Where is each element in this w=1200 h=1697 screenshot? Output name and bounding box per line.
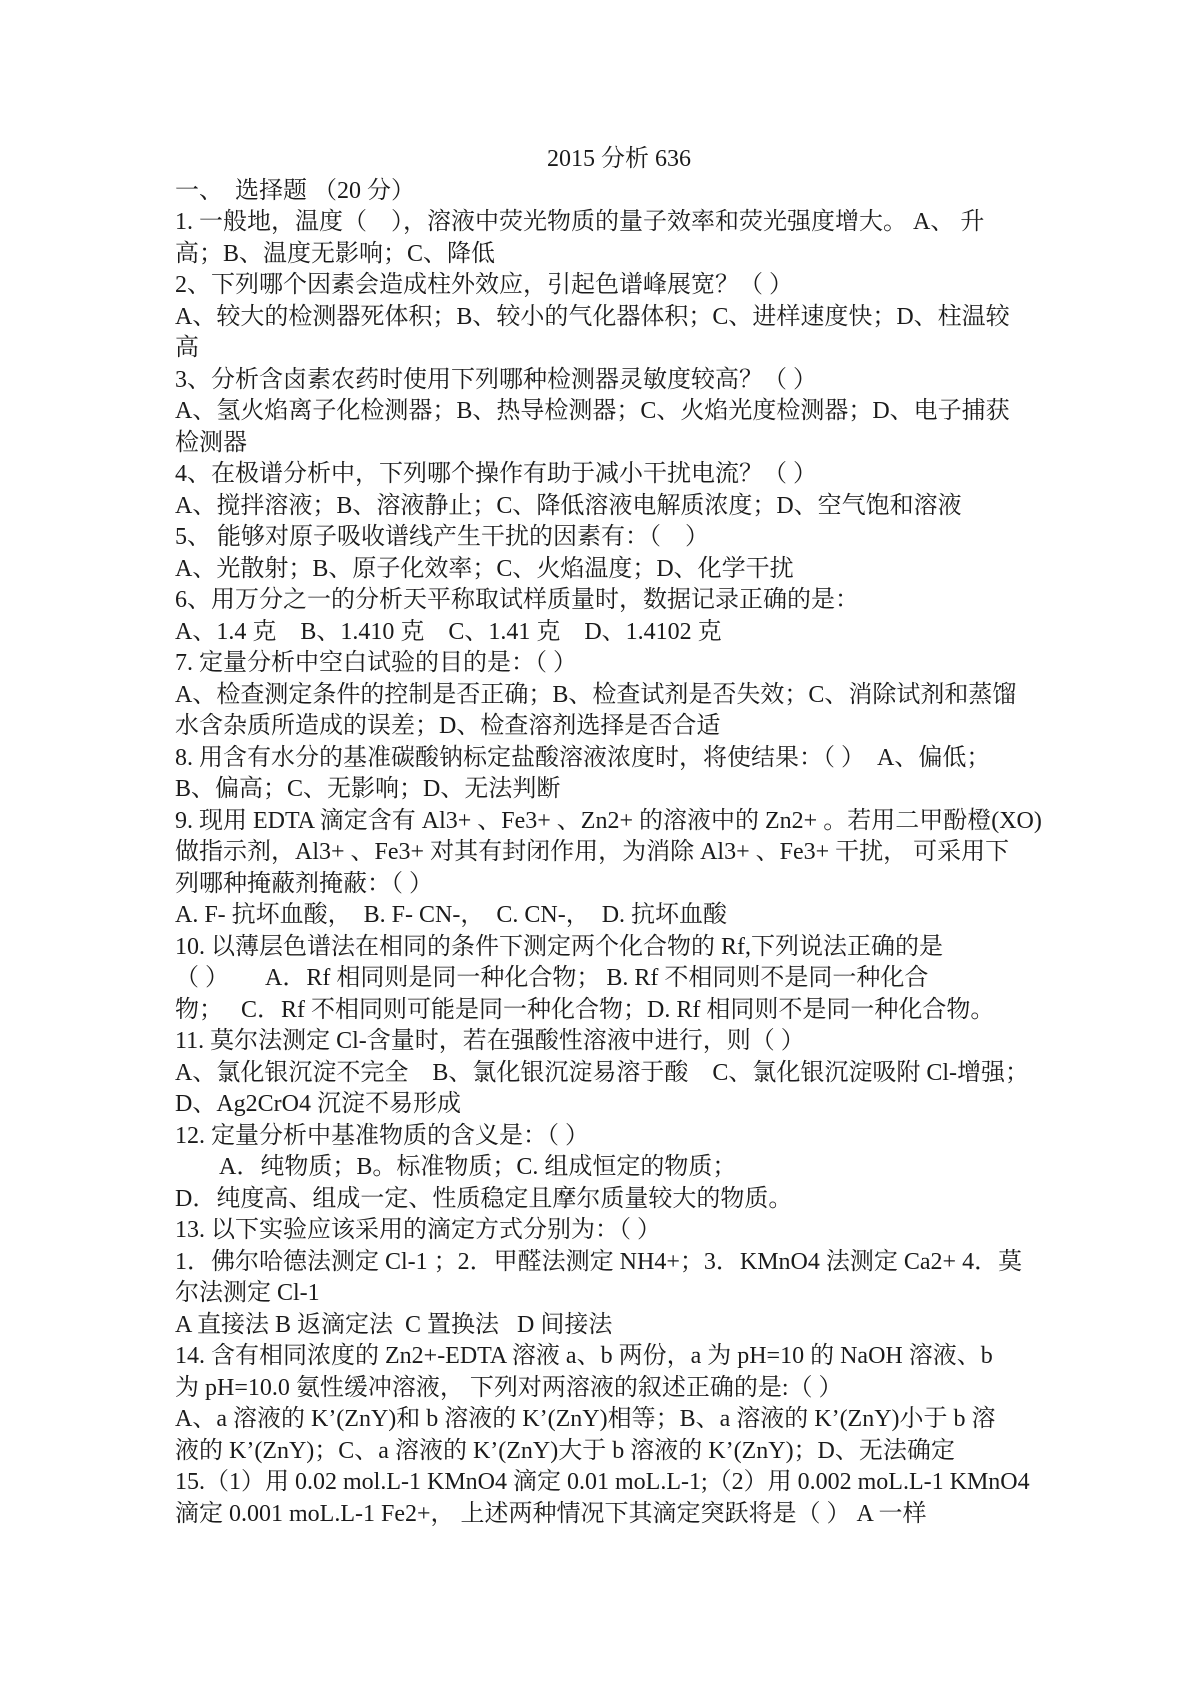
text-line: A．纯物质；B。标准物质；C. 组成恒定的物质； xyxy=(219,1154,737,1180)
text-line: 列哪种掩蔽剂掩蔽：（ ） xyxy=(175,870,433,897)
text-line: A、检查测定条件的控制是否正确；B、检查试剂是否失效；C、消除试剂和蒸馏 xyxy=(175,681,1017,708)
text-line: A 直接法 B 返滴定法 C 置换法 D 间接法 xyxy=(175,1311,613,1338)
text-line: D、Ag2CrO4 沉淀不易形成 xyxy=(175,1091,461,1117)
text-line: 滴定 0.001 moL.L-1 Fe2+， 上述两种情况下其滴定突跃将是（ ） A 一样 xyxy=(175,1500,927,1527)
text-line: 8. 用含有水分的基准碳酸钠标定盐酸溶液浓度时，将使结果：（ ） A、偏低； xyxy=(175,744,991,771)
text-line: 4、在极谱分析中，下列哪个操作有助于减小干扰电流？（ ） xyxy=(175,461,817,487)
document-content xyxy=(175,144,1063,1530)
text-line: 13. 以下实验应该采用的滴定方式分别为：（ ） xyxy=(175,1217,661,1243)
text-line: 高；B、温度无影响；C、降低 xyxy=(175,240,496,267)
document-title: 2015 分析 636 xyxy=(547,146,691,172)
text-line: 7. 定量分析中空白试验的目的是：（ ） xyxy=(175,650,577,676)
text-line: 6、用万分之一的分析天平称取试样质量时，数据记录正确的是： xyxy=(175,587,859,613)
text-line: A、氯化银沉淀不完全 B、氯化银沉淀易溶于酸 C、氯化银沉淀吸附 Cl-增强； xyxy=(175,1059,1030,1086)
text-line: A、a 溶液的 K’(ZnY)和 b 溶液的 K’(ZnY)相等；B、a 溶液的 K’(ZnY)小于 b 溶 xyxy=(175,1406,996,1432)
text-line: B、偏高；C、无影响；D、无法判断 xyxy=(175,776,561,802)
text-line: 检测器 xyxy=(175,429,247,456)
text-line: 11. 莫尔法测定 Cl-含量时，若在强酸性溶液中进行，则（ ） xyxy=(175,1028,805,1054)
text-line: 5、 能够对原子吸收谱线产生干扰的因素有：（ ） xyxy=(175,524,709,550)
text-line: A、1.4 克 B、1.410 克 C、1.41 克 D、1.4102 克 xyxy=(175,618,722,645)
text-line: 15.（1）用 0.02 mol.L-1 KMnO4 滴定 0.01 moL.L-1;（2）用 0.002 moL.L-1 KMnO4 xyxy=(175,1469,1030,1495)
text-line: 1. 一般地，温度（ ），溶液中荧光物质的量子效率和荧光强度增大。 A、 升 xyxy=(175,209,985,235)
text-line: 12. 定量分析中基准物质的含义是：（ ） xyxy=(175,1122,589,1149)
text-line: 2、下列哪个因素会造成柱外效应，引起色谱峰展宽？（ ） xyxy=(175,272,793,298)
text-line: A、光散射；B、原子化效率；C、火焰温度；D、化学干扰 xyxy=(175,555,794,582)
text-line: （ ） A．Rf 相同则是同一种化合物； B. Rf 不相同则不是同一种化合 xyxy=(175,965,929,991)
text-line: 做指示剂，Al3+ 、Fe3+ 对其有封闭作用，为消除 Al3+ 、Fe3+ 干扰， 可采用下 xyxy=(175,839,1010,865)
text-line: 为 pH=10.0 氨性缓冲溶液， 下列对两溶液的叙述正确的是:（ ） xyxy=(175,1374,843,1401)
text-line: 1．佛尔哈德法测定 Cl-1 ；2．甲醛法测定 NH4+；3．KMnO4 法测定 Ca2+ 4．莫 xyxy=(175,1248,1023,1275)
text-line: 9. 现用 EDTA 滴定含有 Al3+ 、Fe3+ 、Zn2+ 的溶液中的 Zn2+ 。若用二甲酚橙(XO) xyxy=(175,807,1042,834)
text-line: 10. 以薄层色谱法在相同的条件下测定两个化合物的 Rf,下列说法正确的是 xyxy=(175,933,943,960)
text-line: 3、分析含卤素农药时使用下列哪种检测器灵敏度较高？（ ） xyxy=(175,366,817,393)
text-line: A、较大的检测器死体积；B、较小的气化器体积；C、进样速度快；D、柱温较 xyxy=(175,303,1010,330)
text-line: 水含杂质所造成的误差；D、检查溶剂选择是否合适 xyxy=(175,713,721,739)
text-line: 物； C．Rf 不相同则可能是同一种化合物；D. Rf 相同则不是同一种化合物。 xyxy=(175,996,995,1023)
section-heading: 一、 选择题 （20 分） xyxy=(175,177,415,204)
text-line: A、氢火焰离子化检测器；B、热导检测器；C、火焰光度检测器；D、电子捕获 xyxy=(175,398,1010,424)
text-line: 14. 含有相同浓度的 Zn2+-EDTA 溶液 a、b 两份，a 为 pH=10 的 NaOH 溶液、b xyxy=(175,1343,993,1369)
text-line: 液的 K’(ZnY)；C、a 溶液的 K’(ZnY)大于 b 溶液的 K’(ZnY)；D、无法确定 xyxy=(175,1437,955,1464)
text-line: D．纯度高、组成一定、性质稳定且摩尔质量较大的物质。 xyxy=(175,1185,793,1212)
text-line: A、搅拌溶液；B、溶液静止；C、降低溶液电解质浓度；D、空气饱和溶液 xyxy=(175,492,962,519)
text-line: 尔法测定 Cl-1 xyxy=(175,1280,320,1306)
text-line: 高 xyxy=(175,335,199,361)
text-line: A. F- 抗坏血酸， B. F- CN-， C. CN-， D. 抗坏血酸 xyxy=(175,902,728,928)
